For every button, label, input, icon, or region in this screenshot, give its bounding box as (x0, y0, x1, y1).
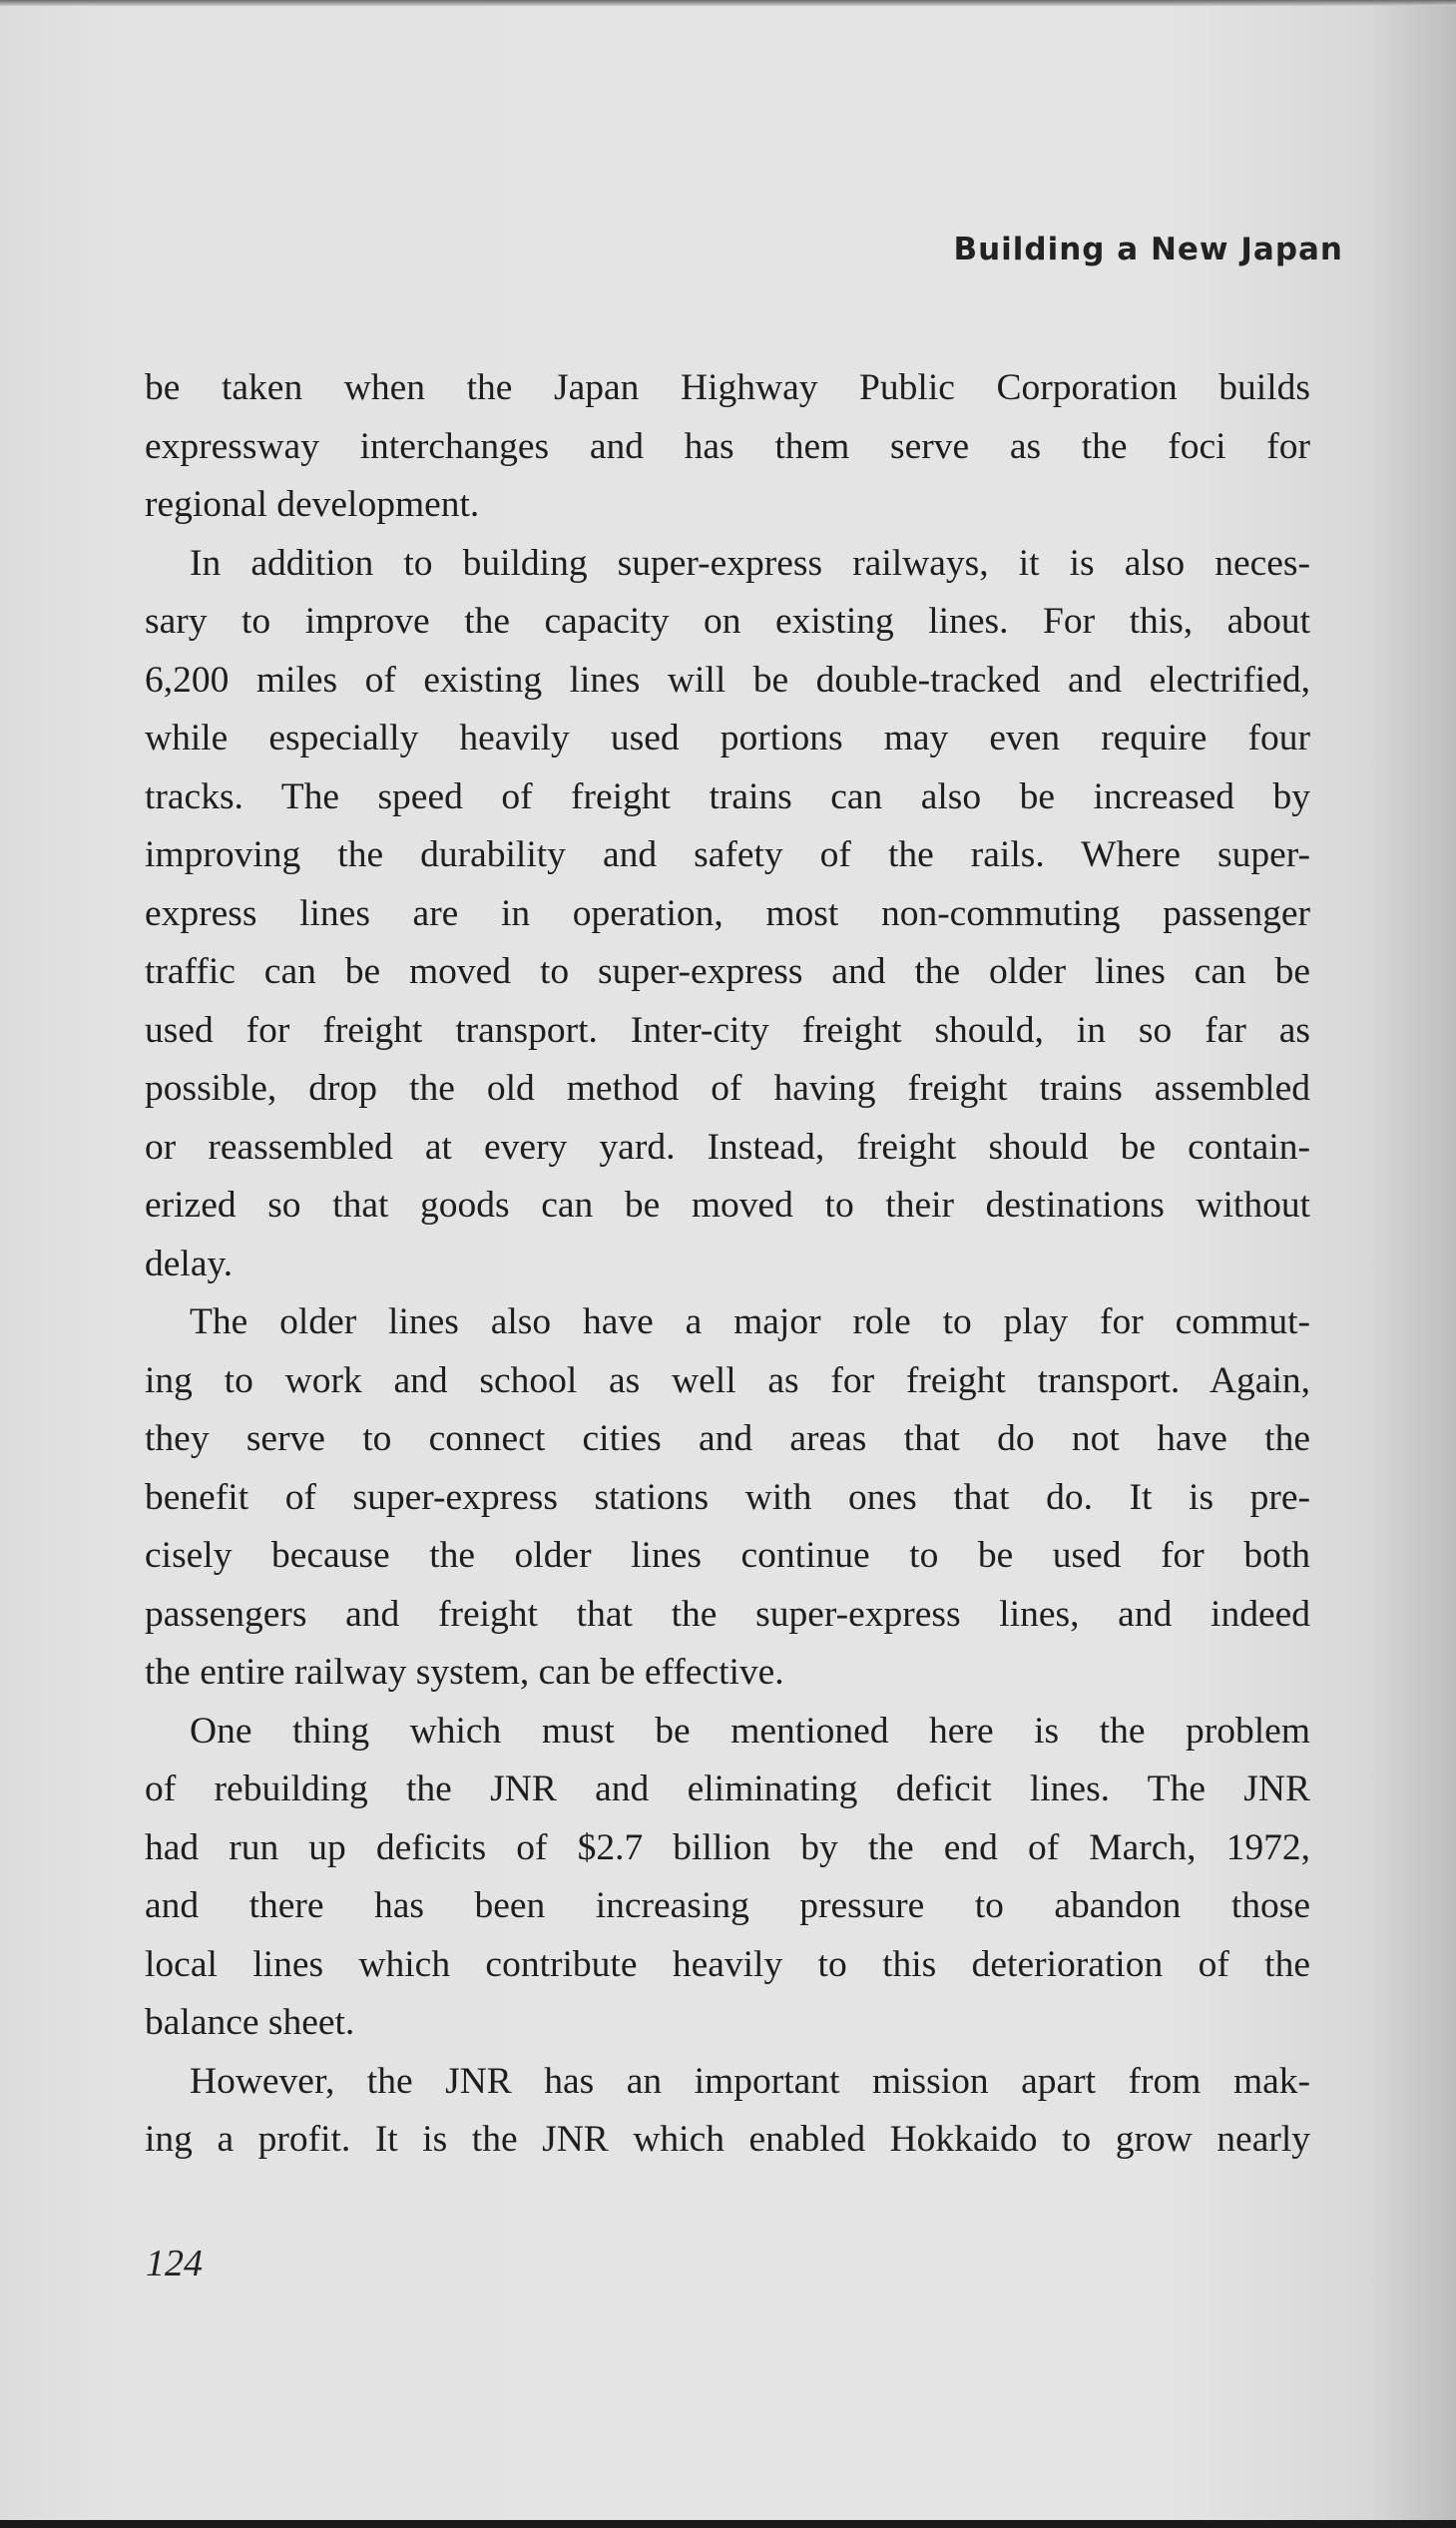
text-line: the entire railway system, can be effective. (145, 1652, 784, 1693)
text-line: ing a profit. It is the JNR which enabled Hokkaido to grow nearly (145, 2119, 1310, 2160)
text-line: The older lines also have a major role to play for commut- (190, 1301, 1310, 1342)
page-number: 124 (146, 2243, 203, 2284)
text-line: and there has been increasing pressure to abandon those (145, 1885, 1310, 1926)
text-line: One thing which must be mentioned here is the problem (190, 1710, 1310, 1752)
paragraph (145, 1293, 1310, 1703)
text-line: possible, drop the old method of having freight trains assembled (145, 1068, 1310, 1109)
text-line: of rebuilding the JNR and eliminating deficit lines. The JNR (145, 1769, 1310, 1809)
text-line: had run up deficits of $2.7 billion by the end of March, 1972, (145, 1826, 1310, 1868)
text-line: However, the JNR has an important mission apart from mak- (190, 2060, 1310, 2102)
paragraph (145, 2053, 1310, 2170)
text-line: ing to work and school as well as for freight transport. Again, (145, 1359, 1310, 1401)
body-text (145, 359, 1310, 2170)
text-line: local lines which contribute heavily to this deterioration of the (145, 1943, 1310, 1985)
text-line: traffic can be moved to super-express and the older lines can be (145, 951, 1310, 992)
text-line: delay. (145, 1243, 234, 1284)
text-line: while especially heavily used portions may even require four (145, 718, 1310, 758)
text-line: In addition to building super-express railways, it is also neces- (190, 542, 1310, 584)
page-bottom-edge (0, 2520, 1456, 2528)
paragraph (145, 359, 1310, 535)
text-line: balance sheet. (145, 2002, 355, 2043)
text-line: passengers and freight that the super-express lines, and indeed (145, 1593, 1310, 1635)
paragraph (145, 535, 1310, 1294)
text-line: regional development. (145, 484, 480, 525)
text-line: tracks. The speed of freight trains can also be increased by (145, 775, 1310, 817)
text-line: express lines are in operation, most non-commuting passenger (145, 892, 1310, 934)
page-top-edge (0, 0, 1456, 6)
text-line: used for freight transport. Inter-city freight should, in so far as (145, 1009, 1310, 1051)
paragraph (145, 1703, 1310, 2053)
text-line: cisely because the older lines continue to be used for both (145, 1535, 1310, 1576)
text-line: be taken when the Japan Highway Public Corporation builds (145, 367, 1310, 408)
text-line: expressway interchanges and has them serve as the foci for (145, 425, 1310, 467)
text-line: or reassembled at every yard. Instead, freight should be contain- (145, 1126, 1310, 1168)
text-line: they serve to connect cities and areas that do not have the (145, 1418, 1310, 1459)
text-line: sary to improve the capacity on existing lines. For this, about (145, 601, 1310, 642)
running-head: Building a New Japan (953, 232, 1343, 267)
text-line: benefit of super-express stations with ones that do. It is pre- (145, 1476, 1310, 1518)
text-line: 6,200 miles of existing lines will be double-tracked and electrified, (145, 659, 1310, 701)
text-line: improving the durability and safety of the rails. Where super- (145, 834, 1310, 875)
text-line: erized so that goods can be moved to their destinations without (145, 1185, 1310, 1226)
